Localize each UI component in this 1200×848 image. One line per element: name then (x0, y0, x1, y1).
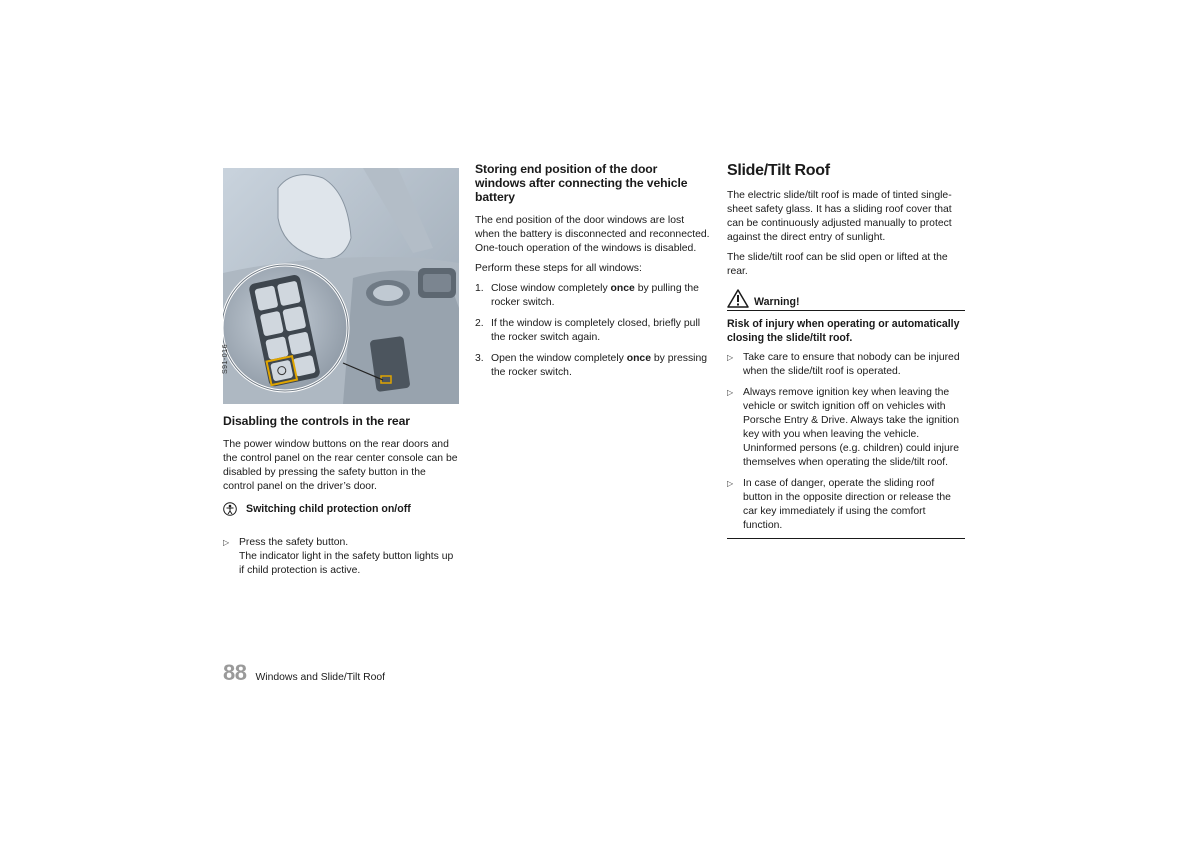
list-item (727, 351, 965, 379)
list-item (475, 282, 711, 310)
triangle-bullet-icon: ▷ (727, 388, 734, 397)
warning-title: Risk of injury when operating or automatically closing the slide/tilt roof. (727, 318, 960, 344)
step-text-post: by pulling the rocker switch. (491, 283, 699, 308)
step-text-bold: once (610, 283, 635, 294)
section-heading-storing-end-position: Storing end position of the door windows after connecting the vehicle battery (475, 162, 688, 204)
warning-list (727, 351, 965, 533)
child-safety-icon (223, 502, 237, 516)
paragraph-roof-description: The electric slide/tilt roof is made of tinted single-sheet safety glass. It has a sliding roof cover that can be continuously adjusted manually to protect against the direct entry of sunlight. (727, 190, 952, 243)
warning-bullet-text: In case of danger, operate the sliding roof button in the opposite direction or release the car key immediately if using the comfort function. (743, 478, 951, 531)
warning-bullet-text: Always remove ignition key when leaving the vehicle or switch ignition off on vehicles with Porsche Entry & Drive. Always take the ignition key with you when leaving the vehicle. Uninformed persons (e.g. children) could injure themselves when operating the slide/tilt roof. (743, 387, 960, 468)
column-left (223, 162, 459, 585)
paragraph-roof-open: The slide/tilt roof can be slid open or lifted at the rear. (727, 252, 948, 277)
door-control-illustration (223, 168, 459, 404)
step-number: 3. (475, 353, 484, 364)
column-middle (475, 162, 711, 387)
section-heading-slide-tilt-roof: Slide/Tilt Roof (727, 162, 830, 179)
triangle-bullet-icon: ▷ (727, 479, 734, 488)
step-number: 2. (475, 318, 484, 329)
chapter-title: Windows and Slide/Tilt Roof (255, 672, 386, 683)
step-text-pre: Close window completely (491, 283, 611, 294)
bullet-text-1: Press the safety button. (239, 537, 349, 548)
list-item (475, 352, 711, 380)
steps-list (475, 282, 711, 380)
page-number: 88 (223, 660, 247, 685)
step-text: If the window is completely closed, briefly pull the rocker switch again. (491, 318, 701, 343)
paragraph-perform-steps: Perform these steps for all windows: (475, 263, 642, 274)
warning-label: Warning! (754, 296, 800, 308)
warning-bullet-text: Take care to ensure that nobody can be injured when the slide/tilt roof is operated. (743, 352, 960, 377)
section-heading-disable-rear: Disabling the controls in the rear (223, 414, 410, 428)
triangle-bullet-icon: ▷ (727, 353, 734, 362)
warning-header (727, 289, 965, 311)
door-panel-image (223, 168, 459, 404)
child-protection-label: Switching child protection on/off (246, 503, 411, 515)
triangle-bullet-icon: ▷ (223, 538, 230, 547)
warning-triangle-icon (727, 289, 749, 308)
figure-code: S91-016 (222, 344, 229, 374)
warning-end-divider (727, 538, 965, 539)
step-text-bold: once (626, 353, 651, 364)
child-protection-row (223, 502, 459, 516)
step-text-post: by pressing the rocker switch. (491, 353, 708, 378)
child-protection-steps (223, 536, 459, 578)
paragraph-end-position-lost: The end position of the door windows are lost when the battery is disconnected and reconnected. One-touch operation of the windows is disabled. (475, 215, 710, 254)
paragraph-disable-rear: The power window buttons on the rear doors and the control panel on the rear center console can be disabled by pressing the safety button in the control panel on the driver’s door. (223, 439, 458, 492)
list-item (475, 317, 711, 345)
bullet-text-2: The indicator light in the safety button lights up if child protection is active. (239, 551, 454, 576)
column-right (727, 162, 965, 539)
step-number: 1. (475, 283, 484, 294)
list-item (727, 477, 965, 533)
page-footer (223, 660, 385, 686)
list-item (727, 386, 965, 470)
list-item (223, 536, 459, 578)
step-text-pre: Open the window completely (491, 353, 627, 364)
